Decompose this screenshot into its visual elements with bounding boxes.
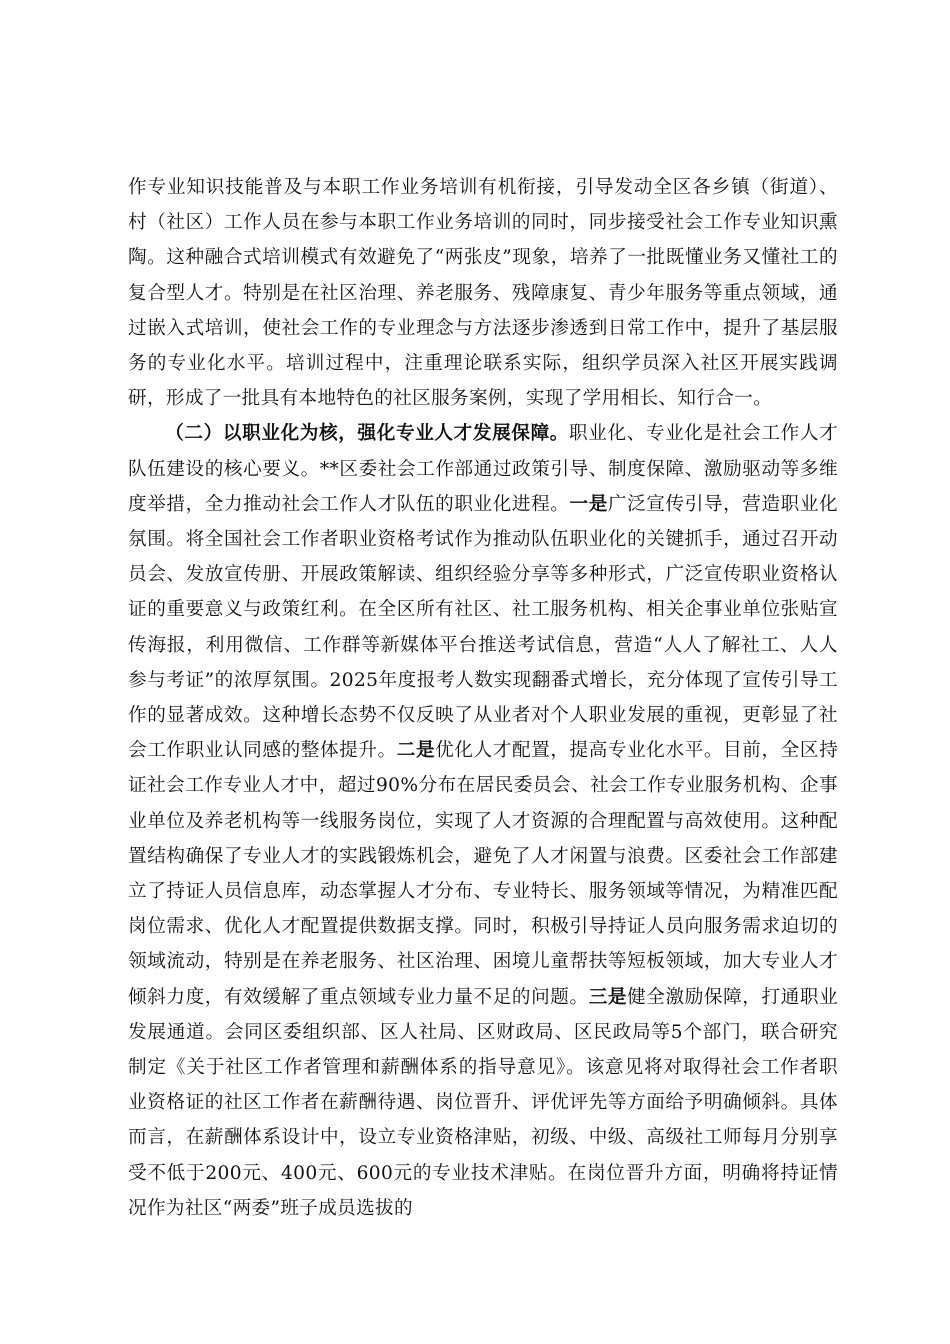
paragraph-professionalization	[128, 416, 838, 1226]
paragraph-training-integration: 作专业知识技能普及与本职工作业务培训有机衔接，引导发动全区各乡镇（街道）、村（社区）工作人员在参与本职工作业务培训的同时，同步接受社会工作专业知识熏陶。这种融合式培训模式有效避免了“两张皮”现象，培养了一批既懂业务又懂社工的复合型人才。特别是在社区治理、养老服务、残障康复、青少年服务等重点领域，通过嵌入式培训，使社会工作的专业理念与方法逐步渗透到日常工作中，提升了基层服务的专业化水平。培训过程中，注重理论联系实际，组织学员深入社区开展实践调研，形成了一批具有本地特色的社区服务案例，实现了学用相长、知行合一。	[128, 177, 838, 410]
point-three-lead: 三是	[588, 986, 628, 1008]
point-two-text: 优化人才配置，提高专业化水平。目前，全区持证社会工作专业人才中，超过90%分布在居民委员会、社会工作专业服务机构、企事业单位及养老机构等一线服务岗位，实现了人才资源的合理配置与高效使用。这种配置结构确保了专业人才的实践锻炼机会，避免了人才闲置与浪费。区委社会工作部建立了持证人员信息库，动态掌握人才分布、专业特长、服务领域等情况，为精准匹配岗位需求、优化人才配置提供数据支撑。同时，积极引导持证人员向服务需求迫切的领域流动，特别是在养老服务、社区治理、困境儿童帮扶等短板领域，加大专业人才倾斜力度，有效缓解了重点领域专业力量不足的问题。	[128, 740, 839, 1008]
point-two-lead: 二是	[396, 740, 436, 762]
section-heading: （二）以职业化为核，强化专业人才发展保障。	[165, 423, 570, 445]
point-one-lead: 一是	[569, 493, 608, 515]
point-three-text: 健全激励保障，打通职业发展通道。会同区委组织部、区人社局、区财政局、区民政局等5个部门，联合研究制定《关于社区工作者管理和薪酬体系的指导意见》。该意见将对取得社会工作者职业资格证的社区工作者在薪酬待遇、岗位晋升、评优评先等方面给予明确倾斜。具体而言，在薪酬体系设计中，设立专业资格津贴，初级、中级、高级社工师每月分别享受不低于200元、400元、600元的专业技术津贴。在岗位晋升方面，明确将持证情况作为社区“两委”班子成员选拔的	[128, 986, 839, 1219]
document-body	[128, 170, 838, 1226]
point-one-text: 广泛宣传引导，营造职业化氛围。将全国社会工作者职业资格考试作为推动队伍职业化的关键抓手，通过召开动员会、发放宣传册、开展政策解读、组织经验分享等多种形式，广泛宣传职业资格认证的重要意义与政策红利。在全区所有社区、社工服务机构、相关企事业单位张贴宣传海报，利用微信、工作群等新媒体平台推送考试信息，营造“人人了解社工、人人参与考证”的浓厚氛围。2025年度报考人数实现翻番式增长，充分体现了宣传引导工作的显著成效。这种增长态势不仅反映了从业者对个人职业发展的重视，更彰显了社会工作职业认同感的整体提升。	[128, 493, 839, 762]
section-intro-text: 职业化、专业化是社会工作人才队伍建设的核心要义。**区委社会工作部通过政策引导、制度保障、激励驱动等多维度举措，全力推动社会工作人才队伍的职业化进程。	[128, 423, 838, 515]
